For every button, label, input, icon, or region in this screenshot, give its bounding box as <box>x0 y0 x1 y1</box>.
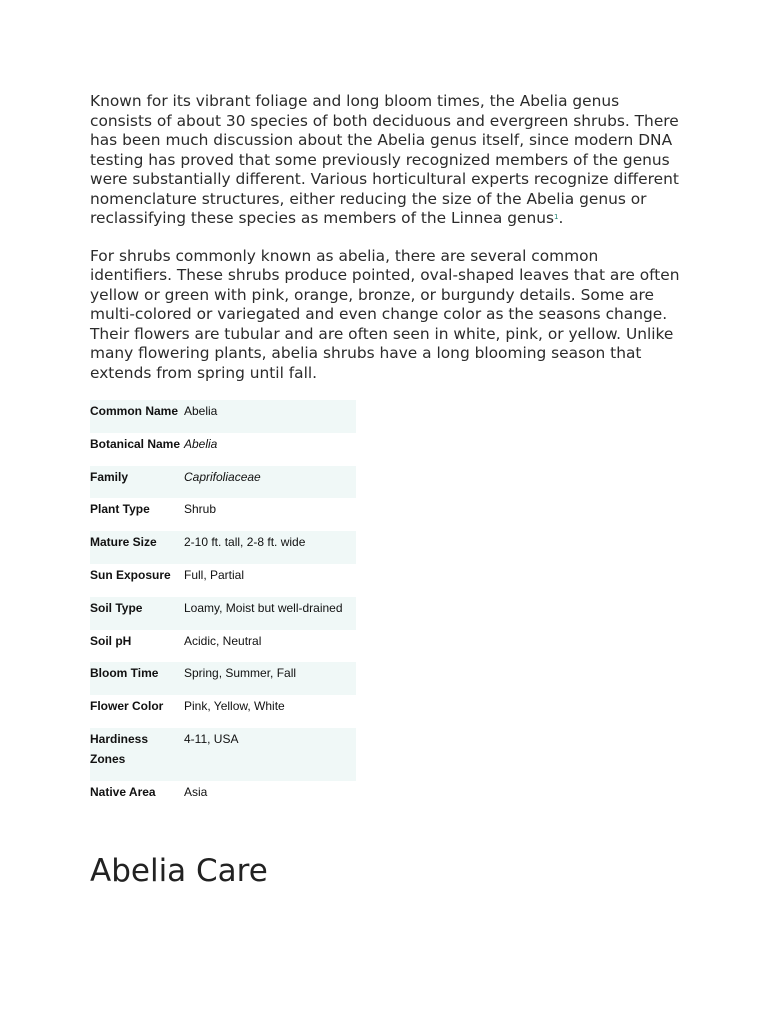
intro-paragraph-2: For shrubs commonly known as abelia, there are several common identifiers. These shrubs produce pointed, oval-shaped leaves that are often yellow or green with pink, orange, bronze, or burgundy details. Some are multi-colored or variegated and even change color as the seasons change. Their flowers are tubular and are often seen in white, pink, or yellow. Unlike many flowering plants, abelia shrubs have a long blooming season that extends from spring until fall. <box>90 246 680 382</box>
row-value: Abelia <box>184 404 218 418</box>
row-value: Shrub <box>184 502 217 517</box>
intro-paragraph-1 <box>90 92 680 229</box>
row-label: Plant Type <box>90 502 150 517</box>
row-label: Hardiness Zones <box>90 731 149 766</box>
table-row <box>90 531 356 564</box>
row-value: Full, Partial <box>184 567 245 582</box>
row-value: Spring, Summer, Fall <box>184 666 297 681</box>
row-value: Loamy, Moist but well-drained <box>184 600 343 615</box>
row-label: Sun Exposure <box>90 567 171 582</box>
table-row <box>90 695 356 728</box>
table-row <box>90 564 356 597</box>
intro-paragraph-1-end: . <box>558 209 564 227</box>
row-value: Acidic, Neutral <box>184 633 262 648</box>
row-value: Asia <box>184 784 208 799</box>
plant-facts-table <box>90 400 356 814</box>
table-row <box>90 781 356 814</box>
intro-paragraph-1-text: Known for its vibrant foliage and long bloom times, the Abelia genus consists of about 30 species of both deciduous and evergreen shrubs. There has been much discussion about the Abelia genus itself, since modern DNA testing has proved that some previously recognized members of the genus were substantially different. Various horticultural experts recognize different nomenclature structures, either reducing the size of the Abelia genus or reclassifying these species as members of the Linnea genus <box>90 92 679 227</box>
table-row <box>90 466 356 499</box>
row-value: 4-11, USA <box>184 731 239 746</box>
row-label: Mature Size <box>90 535 157 550</box>
row-value: Caprifoliaceae <box>184 469 261 484</box>
row-value: 2-10 ft. tall, 2-8 ft. wide <box>184 535 306 550</box>
row-label: Flower Color <box>90 699 164 714</box>
row-label: Family <box>90 469 129 484</box>
row-value: Pink, Yellow, White <box>184 699 285 714</box>
article-body <box>90 92 680 814</box>
section-heading: Abelia Care <box>90 853 268 889</box>
table-row <box>90 498 356 531</box>
row-label: Botanical Name <box>90 436 181 451</box>
table-row <box>90 662 356 695</box>
row-label: Bloom Time <box>90 666 159 681</box>
table-row <box>90 728 356 781</box>
table-row <box>90 433 356 466</box>
table-row <box>90 597 356 630</box>
row-value: Abelia <box>184 436 218 451</box>
table-row <box>90 630 356 663</box>
row-label: Soil pH <box>90 633 132 648</box>
table-row <box>90 400 356 433</box>
row-label: Native Area <box>90 784 156 799</box>
footnote-link[interactable]: 1 <box>553 213 559 221</box>
row-label: Common Name <box>90 404 179 418</box>
row-label: Soil Type <box>90 600 143 615</box>
